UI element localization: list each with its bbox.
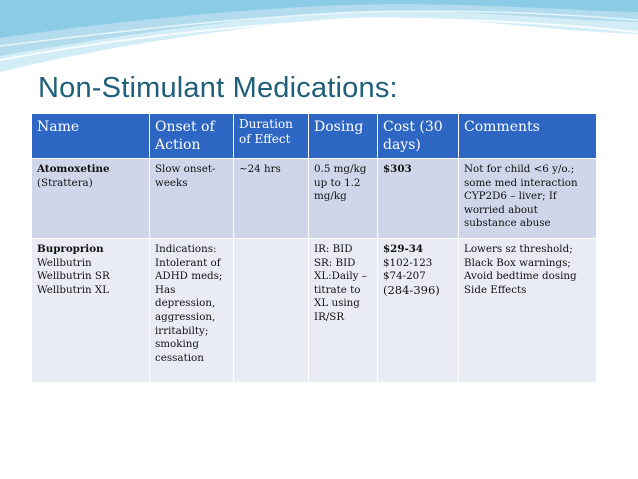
cell-line: Slow onset- bbox=[155, 163, 216, 175]
brand-name: Wellbutrin SR bbox=[37, 270, 110, 283]
cell-dosing bbox=[309, 239, 378, 383]
cell-line: ADHD meds; bbox=[155, 270, 223, 283]
cell-name bbox=[32, 239, 150, 383]
table-header-row bbox=[32, 114, 597, 159]
cell-onset bbox=[150, 159, 234, 239]
cell-line: Indications: bbox=[155, 243, 217, 255]
cell-line: substance abuse bbox=[464, 217, 551, 230]
header-wave-decoration bbox=[0, 0, 638, 80]
cell-line: XL using bbox=[314, 297, 360, 310]
cell-line: $74-207 bbox=[383, 270, 426, 283]
drug-name: Buproprion bbox=[37, 243, 104, 255]
cell-line: smoking bbox=[155, 338, 200, 351]
cell-line: XL:Daily – bbox=[314, 270, 367, 283]
header-onset: Onset of Action bbox=[150, 114, 234, 159]
header-dosing: Dosing bbox=[309, 114, 378, 159]
cell-line: up to 1.2 bbox=[314, 176, 361, 189]
cell-line: Not for child <6 y/o.; bbox=[464, 163, 575, 175]
cell-line: $303 bbox=[383, 163, 412, 175]
cell-line: mg/kg bbox=[314, 190, 347, 203]
cell-line: $102-123 bbox=[383, 256, 433, 269]
slide-title: Non-Stimulant Medications: bbox=[38, 72, 398, 104]
cell-cost bbox=[378, 159, 459, 239]
cell-line: worried about bbox=[464, 203, 538, 216]
header-name: Name bbox=[32, 114, 150, 159]
cell-comments bbox=[459, 239, 597, 383]
brand-name: Wellbutrin XL bbox=[37, 283, 110, 296]
cell-onset bbox=[150, 239, 234, 383]
header-comments: Comments bbox=[459, 114, 597, 159]
cell-duration bbox=[234, 159, 309, 239]
cell-line: weeks bbox=[155, 176, 188, 189]
cell-line: Avoid bedtime dosing bbox=[464, 270, 577, 283]
cell-line: 0.5 mg/kg bbox=[314, 163, 367, 175]
cell-line: CYP2D6 – liver; If bbox=[464, 190, 557, 203]
medications-table bbox=[31, 113, 597, 383]
cell-line: some med interaction bbox=[464, 176, 578, 189]
cell-line: Black Box warnings; bbox=[464, 256, 571, 269]
cell-line: $29-34 bbox=[383, 243, 424, 255]
cell-line: Intolerant of bbox=[155, 256, 221, 269]
drug-name: Atomoxetine bbox=[37, 163, 110, 175]
cell-line: Side Effects bbox=[464, 283, 527, 296]
cell-line: IR/SR bbox=[314, 310, 345, 323]
cell-duration bbox=[234, 239, 309, 383]
cell-line: Has bbox=[155, 283, 176, 296]
cell-line: cessation bbox=[155, 351, 204, 364]
cell-dosing bbox=[309, 159, 378, 239]
cell-line: SR: BID bbox=[314, 256, 356, 269]
cell-line: ~24 hrs bbox=[239, 163, 281, 175]
cell-line: titrate to bbox=[314, 283, 361, 296]
table-row bbox=[32, 239, 597, 383]
header-duration: Duration of Effect bbox=[234, 114, 309, 159]
cell-cost bbox=[378, 239, 459, 383]
cell-line: (284-396) bbox=[383, 282, 440, 297]
brand-name: (Strattera) bbox=[37, 176, 93, 189]
cell-name bbox=[32, 159, 150, 239]
brand-name: Wellbutrin bbox=[37, 256, 92, 269]
cell-line: depression, bbox=[155, 297, 216, 310]
cell-line: aggression, bbox=[155, 310, 216, 323]
cell-line: irritabilty; bbox=[155, 324, 209, 337]
header-cost: Cost (30 days) bbox=[378, 114, 459, 159]
cell-line: Lowers sz threshold; bbox=[464, 243, 573, 255]
table-row bbox=[32, 159, 597, 239]
cell-line: IR: BID bbox=[314, 243, 353, 255]
cell-comments bbox=[459, 159, 597, 239]
